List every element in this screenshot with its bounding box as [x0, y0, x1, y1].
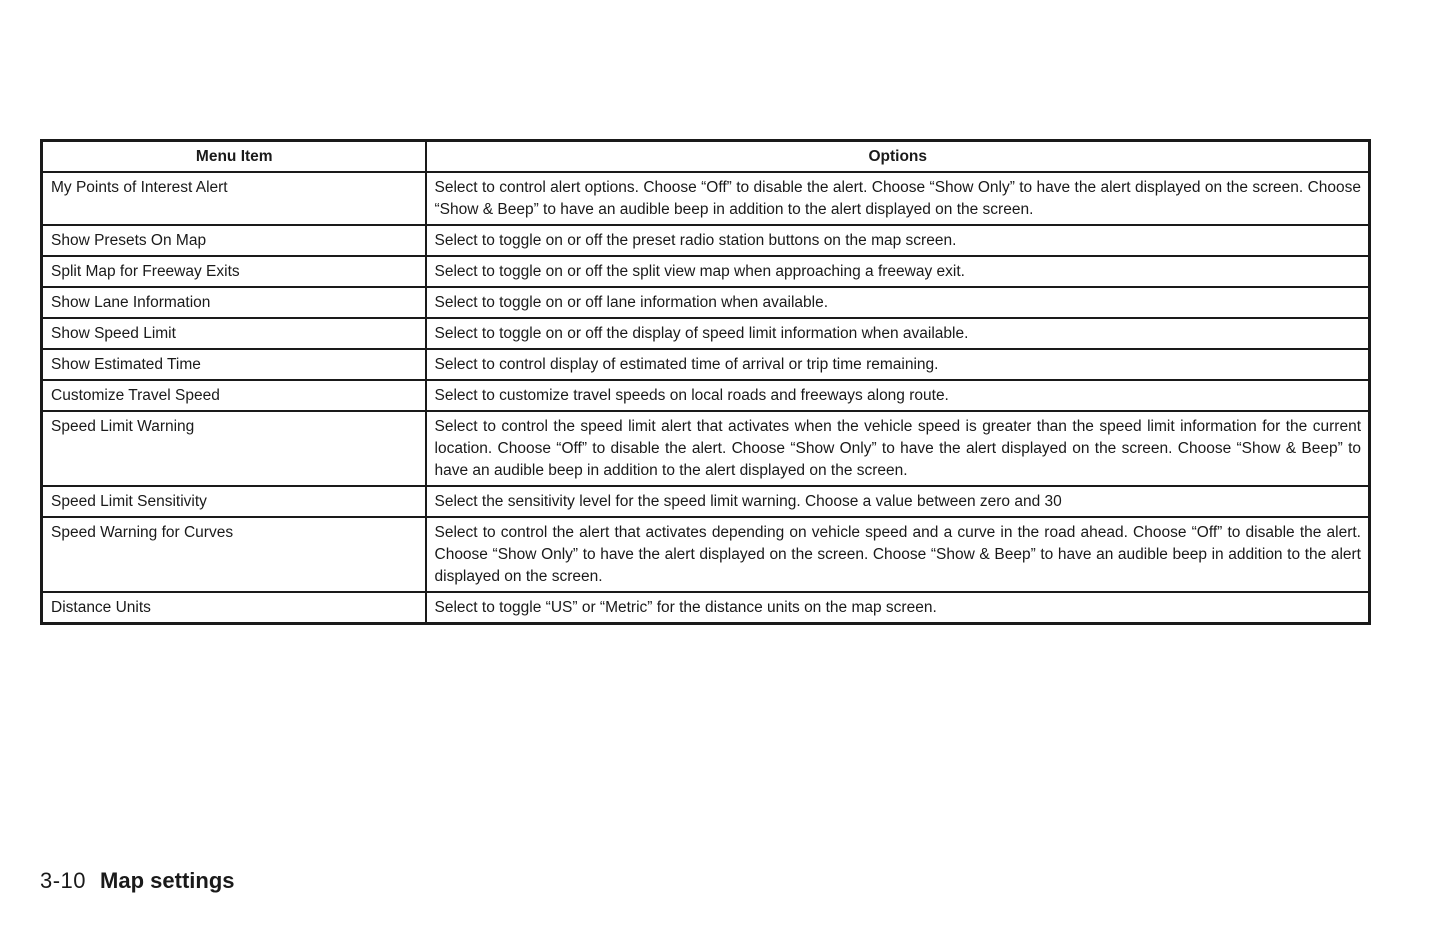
table-row — [42, 380, 1370, 411]
menu-item-cell: Split Map for Freeway Exits — [42, 256, 426, 287]
options-cell: Select to toggle on or off lane information when available. — [426, 287, 1370, 318]
table-row — [42, 486, 1370, 517]
table-row — [42, 172, 1370, 225]
table-row — [42, 225, 1370, 256]
table-row — [42, 318, 1370, 349]
options-cell: Select to control display of estimated time of arrival or trip time remaining. — [426, 349, 1370, 380]
options-cell: Select to control alert options. Choose “Off” to disable the alert. Choose “Show Only” to have the alert displayed on the screen. Choose “Show & Beep” to have an audible beep in addition to the alert displayed on the screen. — [426, 172, 1370, 225]
table-row — [42, 517, 1370, 592]
table-row — [42, 287, 1370, 318]
menu-item-cell: My Points of Interest Alert — [42, 172, 426, 225]
options-cell: Select to toggle on or off the preset radio station buttons on the map screen. — [426, 225, 1370, 256]
menu-item-cell: Customize Travel Speed — [42, 380, 426, 411]
table-row — [42, 411, 1370, 486]
page-footer — [40, 866, 235, 896]
table-header-row — [42, 141, 1370, 173]
options-cell: Select to toggle on or off the display of speed limit information when available. — [426, 318, 1370, 349]
options-cell: Select to toggle “US” or “Metric” for the distance units on the map screen. — [426, 592, 1370, 624]
map-settings-table — [40, 139, 1371, 625]
header-menu-item: Menu Item — [42, 141, 426, 173]
menu-item-cell: Speed Limit Warning — [42, 411, 426, 486]
table-row — [42, 592, 1370, 624]
options-cell: Select to control the speed limit alert that activates when the vehicle speed is greater than the speed limit information for the current location. Choose “Off” to disable the alert. Choose “Show Only” to have the alert displayed on the screen. Choose “Show & Beep” to have an audible beep in addition to the alert displayed on the screen. — [426, 411, 1370, 486]
menu-item-cell: Show Presets On Map — [42, 225, 426, 256]
menu-item-cell: Distance Units — [42, 592, 426, 624]
menu-item-cell: Show Estimated Time — [42, 349, 426, 380]
page-number: 3-10 — [40, 868, 87, 893]
menu-item-cell: Show Lane Information — [42, 287, 426, 318]
header-options: Options — [426, 141, 1370, 173]
table-row — [42, 349, 1370, 380]
options-cell: Select to control the alert that activates depending on vehicle speed and a curve in the road ahead. Choose “Off” to disable the alert. Choose “Show Only” to have the alert displayed on the screen. Choose “Show & Beep” to have an audible beep in addition to the alert displayed on the screen. — [426, 517, 1370, 592]
menu-item-cell: Speed Limit Sensitivity — [42, 486, 426, 517]
options-cell: Select to customize travel speeds on local roads and freeways along route. — [426, 380, 1370, 411]
menu-item-cell: Speed Warning for Curves — [42, 517, 426, 592]
options-cell: Select to toggle on or off the split view map when approaching a freeway exit. — [426, 256, 1370, 287]
section-title: Map settings — [100, 868, 235, 893]
table-row — [42, 256, 1370, 287]
menu-item-cell: Show Speed Limit — [42, 318, 426, 349]
options-cell: Select the sensitivity level for the speed limit warning. Choose a value between zero and 30 — [426, 486, 1370, 517]
